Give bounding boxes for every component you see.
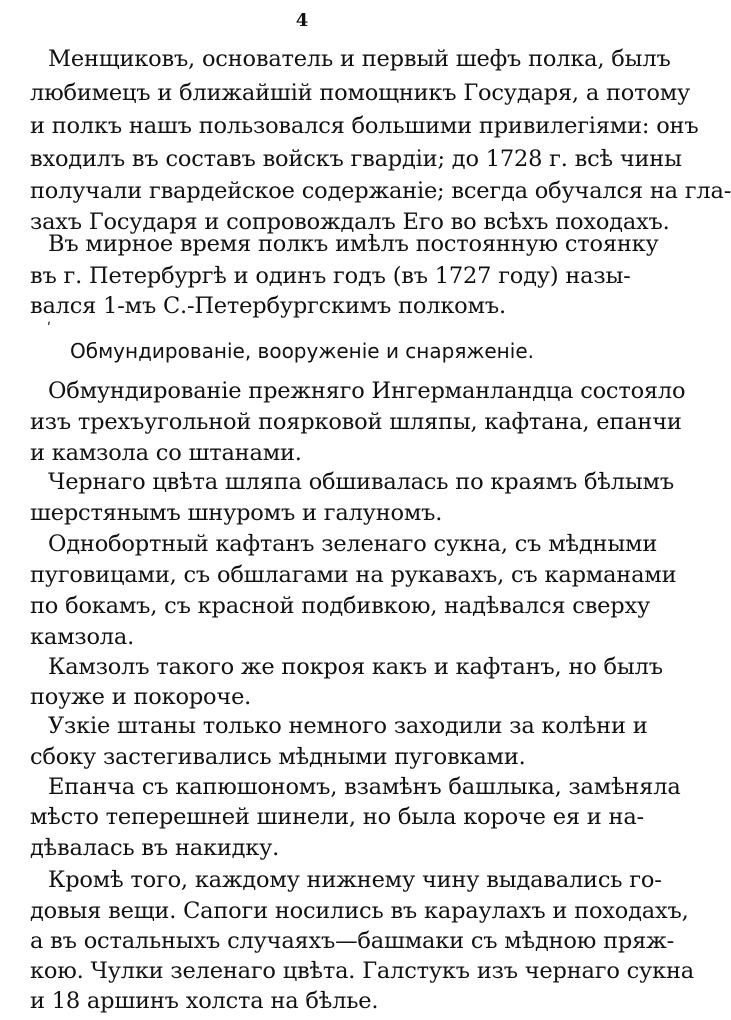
text-line: любимецъ и ближайшій помощникъ Государя, а потому (30, 80, 691, 106)
text-line: входилъ въ составъ войскъ гвардіи; до 1728 г. всѣ чины (30, 146, 682, 172)
text-line: Обмундированіе прежняго Ингерманландца состояло (48, 378, 686, 404)
text-line: мѣсто теперешней шинели, но была короче ея и на- (30, 804, 644, 830)
text-line: по бокамъ, съ красной подбивкою, надѣвался сверху (30, 593, 651, 619)
text-line: Въ мирное время полкъ имѣлъ постоянную стоянку (48, 231, 659, 257)
text-line: Узкіе штаны только немного заходили за колѣни и (48, 713, 648, 739)
text-line: Однобортный кафтанъ зеленаго сукна, съ мѣдными (48, 531, 658, 557)
text-line: камзола. (30, 624, 135, 650)
text-line: получали гвардейское содержаніе; всегда обучался на гла- (30, 178, 731, 204)
text-line: Чернаго цвѣта шляпа обшивалась по краямъ бѣлымъ (48, 469, 674, 495)
text-line: Менщиковъ, основатель и первый шефъ полка, былъ (48, 46, 671, 72)
text-line: захъ Государя и сопровождалъ Его во всѣхъ походахъ. (30, 209, 670, 235)
text-line: Епанча съ капюшономъ, взамѣнъ башлыка, замѣняла (48, 774, 681, 800)
text-line: вался 1-мъ С.-Петербургскимъ полкомъ. (30, 293, 506, 319)
text-line: довыя вещи. Сапоги носились въ караулахъ и походахъ, (30, 898, 689, 924)
text-line: сбоку застегивались мѣдными пуговками. (30, 744, 526, 770)
text-line: Камзолъ такого же покроя какъ и кафтанъ, но былъ (48, 654, 663, 680)
text-line: изъ трехъугольной поярковой шляпы, кафтана, епанчи (30, 409, 682, 435)
text-line: дѣвалась въ накидку. (30, 835, 280, 861)
text-line: въ г. Петербургѣ и одинъ годъ (въ 1727 году) назы- (30, 263, 631, 289)
page-number: 4 (295, 10, 309, 31)
text-line: Кромѣ того, каждому нижнему чину выдавались го- (48, 867, 662, 893)
text-line: шерстянымъ шнуромъ и галуномъ. (30, 500, 443, 526)
section-heading: Обмундированіе, вооруженіе и снаряженіе. (70, 339, 534, 363)
stray-mark: ʹ (47, 321, 51, 337)
text-line: кою. Чулки зеленаго цвѣта. Галстукъ изъ чернаго сукна (30, 958, 694, 984)
text-line: и 18 аршинъ холста на бѣлье. (30, 988, 379, 1014)
text-line: а въ остальныхъ случаяхъ—башмаки съ мѣдною пряж- (30, 928, 675, 954)
text-line: и камзола со штанами. (30, 440, 302, 466)
text-line: и полкъ нашъ пользовался большими привилегіями: онъ (30, 113, 699, 139)
text-line: поуже и покороче. (30, 684, 252, 710)
text-line: пуговицами, съ обшлагами на рукавахъ, съ карманами (30, 562, 677, 588)
